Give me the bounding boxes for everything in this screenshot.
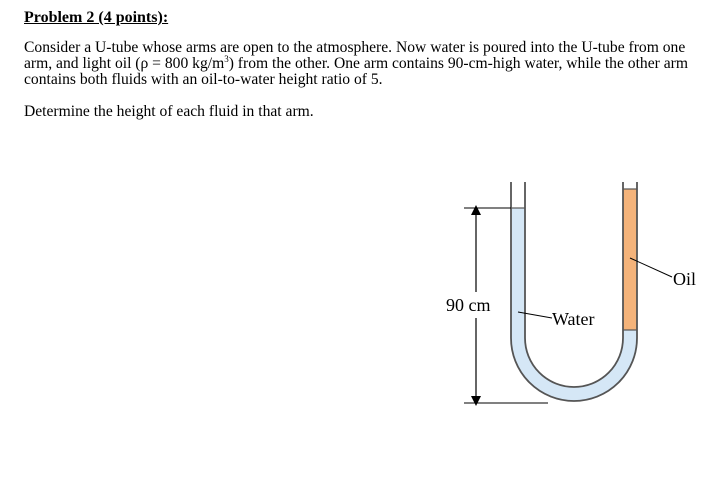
problem-question: Determine the height of each fluid in that arm. [24,103,314,120]
water-label: Water [552,309,595,329]
height-label: 90 cm [446,295,491,315]
oil-column [623,189,637,330]
problem-heading: Problem 2 (4 points): [24,9,169,26]
water-column [511,208,637,401]
unit-exponent: 3 [224,54,229,65]
tube-inner-wall [525,182,623,387]
oil-label: Oil [673,269,697,289]
statement-part-2: ) from the other. One arm contains 90-cm-high water, while the other arm contains both fluids with an oil-to-water height ratio of 5. [24,55,688,89]
statement-part-1: Consider a U-tube whose arms are open to the atmosphere. Now water is poured into the U-tube from one arm, and light oil (ρ = 800 kg/m [24,39,686,73]
